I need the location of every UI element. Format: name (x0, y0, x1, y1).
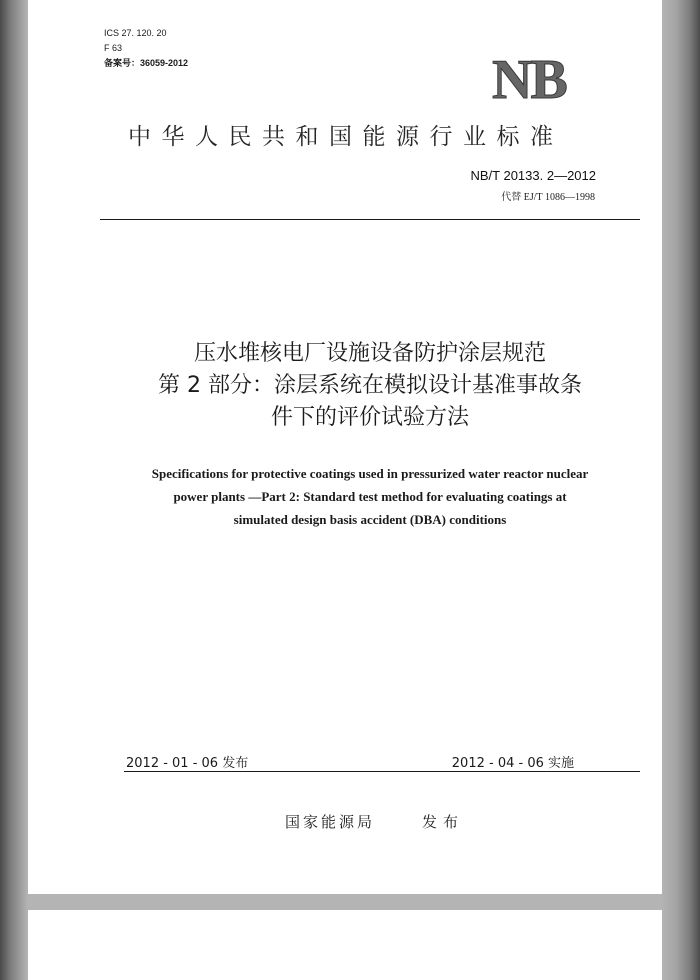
nb-logo-text: NB (492, 49, 566, 104)
issuer: 国家能源局 (285, 813, 376, 831)
english-title-line: Specifications for protective coatings used in pressurized water reactor nuclear (151, 466, 589, 481)
next-page (28, 910, 662, 980)
english-title (100, 462, 640, 531)
nb-logo (490, 48, 610, 104)
chinese-title-line: 件下的评价试验方法 (270, 405, 469, 430)
header-title: 中华人民共和国能源行业标准 (128, 124, 564, 150)
chinese-title-line: 压水堆核电厂设施设备防护涂层规范 (193, 341, 546, 366)
issuer-action: 发布 (422, 813, 465, 831)
bottom-divider (124, 771, 640, 772)
document-page (28, 0, 662, 894)
chinese-title-line: 第 2 部分：涂层系统在模拟设计基准事故条 (158, 373, 582, 398)
chinese-title (100, 338, 640, 434)
classification-code: F 63 (104, 43, 123, 53)
standard-number: NB/T 20133. 2—2012 (470, 168, 596, 183)
english-title-line: simulated design basis accident (DBA) conditions (233, 512, 507, 527)
implement-date: 2012 - 04 - 06 实施 (451, 756, 574, 771)
english-title-line: power plants —Part 2: Standard test method for evaluating coatings at (173, 489, 567, 504)
publish-date: 2012 - 01 - 06 发布 (126, 756, 249, 771)
record-number: 备案号：36059-2012 (104, 58, 189, 68)
replaces-standard: 代替 EJ/T 1086—1998 (501, 192, 595, 203)
top-divider (100, 219, 640, 220)
ics-code: ICS 27. 120. 20 (104, 28, 167, 38)
